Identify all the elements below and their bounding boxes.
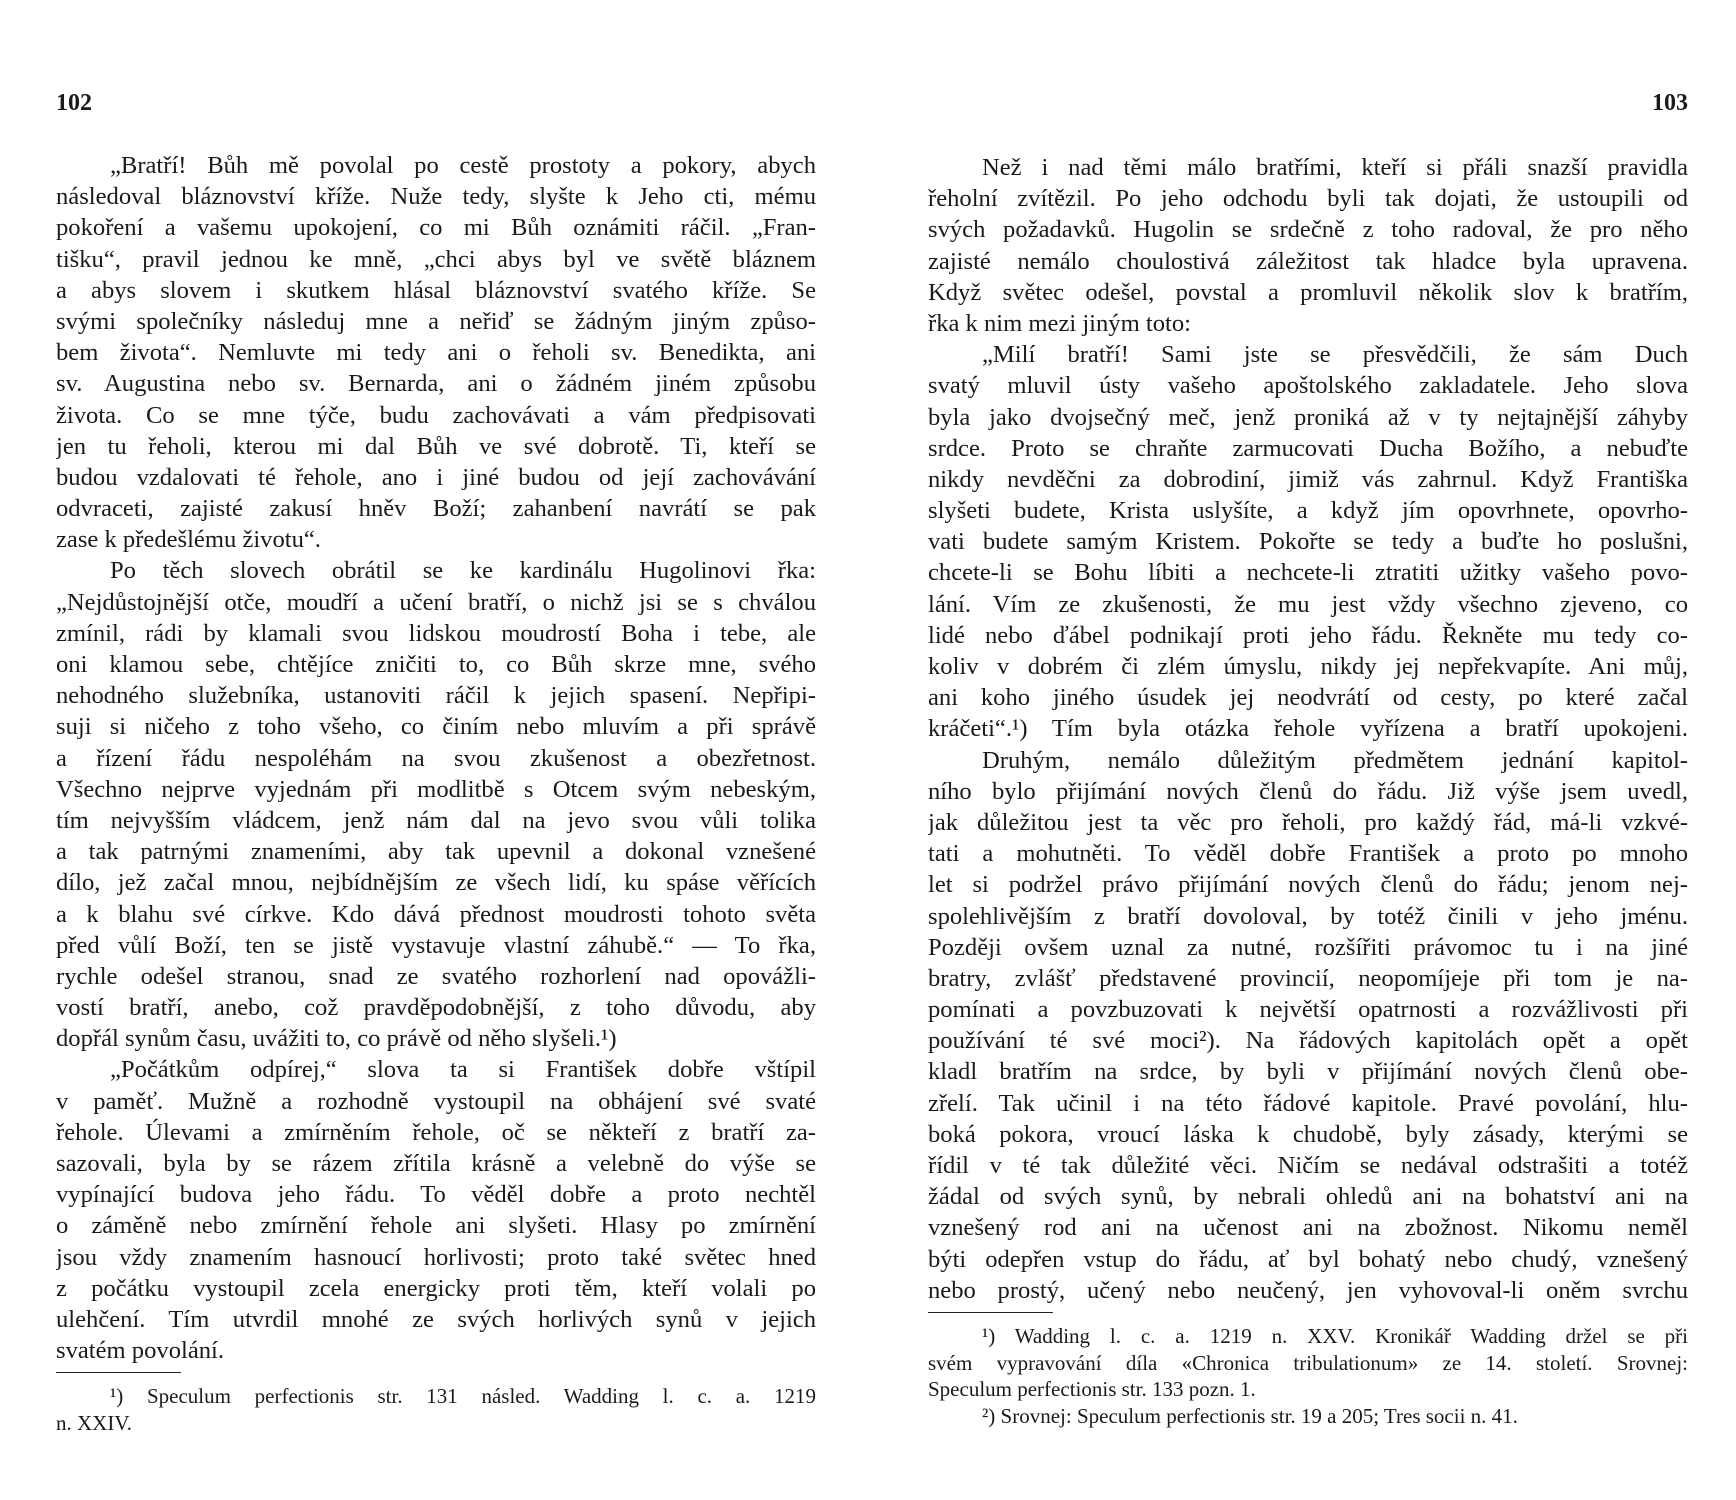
footnote-line: svém vypravování díla «Chronica tribulationum» ze 14. století. Srovnej: [928,1350,1688,1375]
text-line: v paměť. Mužně a rozhodně vystoupil na obhájení své svaté [56,1087,816,1115]
footnote-line: Speculum perfectionis str. 133 pozn. 1. [928,1377,1256,1402]
text-line: života. Co se mne týče, budu zachovávati a vám předpisovati [56,401,816,429]
text-line: Než i nad těmi málo bratřími, kteří si přáli snazší pravidla [982,154,1688,181]
text-line: řídil v té tak důležité věci. Ničím se nedával odstrašiti a totéž [928,1152,1688,1179]
text-line: budou vzdalovati té řehole, ano i jiné budou od její zachovávání [56,463,816,491]
text-line: vati budete samým Kristem. Pokořte se tedy a buďte ho poslušni, [928,528,1688,556]
text-line: jen tu řeholi, kterou mi dal Bůh ve své dobrotě. Ti, kteří se [56,432,816,460]
footnotes [928,1323,1688,1429]
text-line: lání. Vím ze zkušenosti, že mu jest vždy všechno zjeveno, co [928,590,1688,618]
text-line: nikdy nevděčni za dobrodiní, jimiž vás zahrnul. Když Františka [928,465,1688,493]
text-line: odvraceti, zajisté zakusí hněv Boží; zahanbení navrátí se pak [56,495,816,523]
text-line: a k blahu své církve. Kdo dává přednost moudrosti tohoto světa [56,900,816,928]
text-line: koliv v dobrém či zlém úmyslu, nikdy jej nepřekvapíte. Ani můj, [928,653,1688,680]
text-line: Když světec odešel, povstal a promluvil několik slov k bratřím, [928,278,1688,306]
page-body [56,150,816,1437]
footnote-line: n. XXIV. [56,1410,133,1435]
text-line: před vůlí Boží, ten se jistě vystavuje vlastní záhubě.“ — To řka, [56,931,816,959]
text-line: kladl bratřím na srdce, by byli v přijímání nových členů obe- [928,1058,1688,1086]
text-line: vostí bratří, anebo, což pravděpodobnější, z toho důvodu, aby [56,994,816,1022]
text-line: ani koho jiného úsudek jej neodvrátí od cesty, po které začal [928,684,1688,712]
text-line: Později ovšem uznal za nutné, rozšířiti právomoc tu i na jiné [928,933,1688,961]
text-line: následoval bláznovství kříže. Nuže tedy, slyšte k Jeho cti, mému [56,183,816,211]
text-line: spolehlivějším z bratří dovoloval, by totéž činili v jeho jménu. [928,902,1688,930]
text-line: slyšeti budete, Krista uslyšíte, a když jím opovrhnete, opovrho- [928,497,1688,525]
text-line: Všechno nejprve vyjednám při modlitbě s Otcem svým nebeským, [56,775,816,803]
text-line: suji si ničeho z toho všeho, co činím nebo mluvím a při správě [56,713,816,741]
text-line: sv. Augustina nebo sv. Bernarda, ani o žádném jiném způsobu [56,370,816,398]
text-line: a řízení řádu nespoléhám na svou zkušenost a obezřetnost. [56,744,816,772]
page-number: 103 [1652,90,1688,116]
text-line: o záměně nebo zmírnění řehole ani slyšeti. Hlasy po zmírnění [56,1212,816,1240]
text-line: ního bylo přijímání nových členů do řádu. Již výše jsem uvedl, [928,777,1688,805]
right-page [928,0,1688,1500]
text-line: dílo, jež začal mnou, nejbídnějším ze všech lidí, ku spáse věřících [56,869,816,897]
text-line: svatý mluvil ústy vašeho apoštolského zakladatele. Jeho slova [928,372,1688,400]
text-line: nehodného služebníka, ustanoviti ráčil k jejich spasení. Nepřipi- [56,682,816,710]
text-line: „Počátkům odpírej,“ slova ta si František dobře vštípil [110,1056,816,1084]
page-body [928,152,1688,1429]
footnote-rule [56,1372,181,1373]
text-line: let si podržel právo přijímání nových členů do řádu; jenom nej- [928,871,1688,899]
text-line: býti odepřen vstup do řádu, ať byl bohatý nebo chudý, vznešený [928,1245,1688,1273]
text-line: Po těch slovech obrátil se ke kardinálu Hugolinovi řka: [110,557,816,585]
text-line: řehole. Úlevami a zmírněním řehole, oč se někteří z bratří za- [56,1118,816,1146]
text-line: „Milí bratří! Sami jste se přesvědčili, že sám Duch [982,341,1688,369]
text-line: „Nejdůstojnější otče, moudří a učení bratří, o nichž jsi se s chválou [56,588,816,616]
text-line: lidé nebo ďábel podnikají proti jeho řádu. Řekněte mu tedy co- [928,621,1688,649]
text-line: svými společníky následuj mne a neřiď se žádným jiným způso- [56,307,816,335]
text-line: dopřál synům času, uvážiti to, co právě od něho slyšeli.¹) [56,1025,617,1053]
footnotes [56,1383,816,1436]
text-line: byla jako dvojsečný meč, jenž proniká až v ty nejtajnější záhyby [928,403,1688,431]
text-line: řeholní zvítězil. Po jeho odchodu byli tak dojati, že ustoupili od [928,185,1688,213]
text-line: ulehčení. Tím utvrdil mnohé ze svých horlivých synů v jejich [56,1305,816,1333]
text-line: bratry, zvlášť představené provincií, neopomíjeje při tom je na- [928,964,1688,992]
text-line: zase k předešlému životu“. [56,526,321,554]
text-line: a tak patrnými znameními, aby tak upevnil a dokonal vznešené [56,838,816,866]
text-line: sazovali, byla by se rázem zřítila krásně a velebně do výše se [56,1150,816,1177]
text-line: používání té své moci²). Na řádových kapitolách opět a opět [928,1027,1688,1055]
text-line: a abys slovem i skutkem hlásal bláznovství svatého kříže. Se [56,276,816,304]
text-line: řka k nim mezi jiným toto: [928,309,1191,337]
text-line: jsou vždy znamením hasnoucí horlivosti; proto také světec hned [56,1243,816,1271]
text-line: boká pokora, vroucí láska k chudobě, byly zásady, kterými se [928,1120,1688,1148]
text-line: zajisté nemálo choulostivá záležitost tak hladce byla upravena. [928,247,1688,275]
text-line: jak důležitou jest ta věc pro řeholi, pro každý řád, má-li vzkvé- [928,808,1688,836]
text-line: pomínati a povzbuzovati k největší opatrnosti a rozvážlivosti při [928,996,1688,1024]
text-line: nebo prostý, učený nebo neučený, jen vyhovoval-li oněm svrchu [928,1276,1688,1304]
text-line: svatém povolání. [56,1337,225,1365]
footnote-line: ¹) Speculum perfectionis str. 131 násled. Wadding l. c. a. 1219 [110,1384,816,1409]
text-line: Druhým, nemálo důležitým předmětem jednání kapitol- [982,746,1688,774]
page-number: 102 [56,90,92,116]
text-line: tišku“, pravil jednou ke mně, „chci abys byl ve světě bláznem [56,245,816,273]
footnote-line: ²) Srovnej: Speculum perfectionis str. 19 a 205; Tres socii n. 41. [982,1403,1518,1428]
footnote-line: ¹) Wadding l. c. a. 1219 n. XXV. Kronikář Wadding držel se při [982,1323,1688,1348]
text-line: „Bratří! Bůh mě povolal po cestě prostoty a pokory, abych [110,152,816,179]
text-line: z počátku vystoupil zcela energicky proti těm, kteří volali po [56,1274,816,1302]
left-page [56,0,816,1500]
text-line: vznešený rod ani na učenost ani na zbožnost. Nikomu neměl [928,1214,1688,1242]
text-line: kráčeti“.¹) Tím byla otázka řehole vyřízena a bratří upokojeni. [928,715,1688,743]
text-line: tati a mohutněti. To věděl dobře František a proto po mnoho [928,840,1688,868]
text-line: tím nejvyšším vládcem, jenž nám dal na jevo svou vůli tolika [56,806,816,834]
footnote-rule [928,1312,1053,1313]
text-line: oni klamou sebe, chtějíce zničiti to, co Bůh skrze mne, svého [56,651,816,678]
text-line: bem života“. Nemluvte mi tedy ani o řeholi sv. Benedikta, ani [56,339,816,367]
text-line: chcete-li se Bohu líbiti a nechcete-li ztratiti užitky vašeho povo- [928,559,1688,587]
text-line: zřelí. Tak učinil i na této řádové kapitole. Pravé povolání, hlu- [928,1089,1688,1117]
text-line: vypínající budova jeho řádu. To věděl dobře a proto nechtěl [56,1181,816,1209]
text-line: žádal od svých synů, by nebrali ohledů ani na bohatství ani na [928,1183,1688,1211]
text-line: svých požadavků. Hugolin se srdečně z toho radoval, že pro něho [928,216,1688,244]
text-line: zmínil, rádi by klamali svou lidskou moudrostí Boha i tebe, ale [56,619,816,647]
text-line: rychle odešel stranou, snad ze svatého rozhorlení nad opovážli- [56,962,816,990]
text-line: pokoření a vašemu upokojení, co mi Bůh oznámiti ráčil. „Fran- [56,214,816,242]
text-line: srdce. Proto se chraňte zarmucovati Ducha Božího, a nebuďte [928,434,1688,462]
